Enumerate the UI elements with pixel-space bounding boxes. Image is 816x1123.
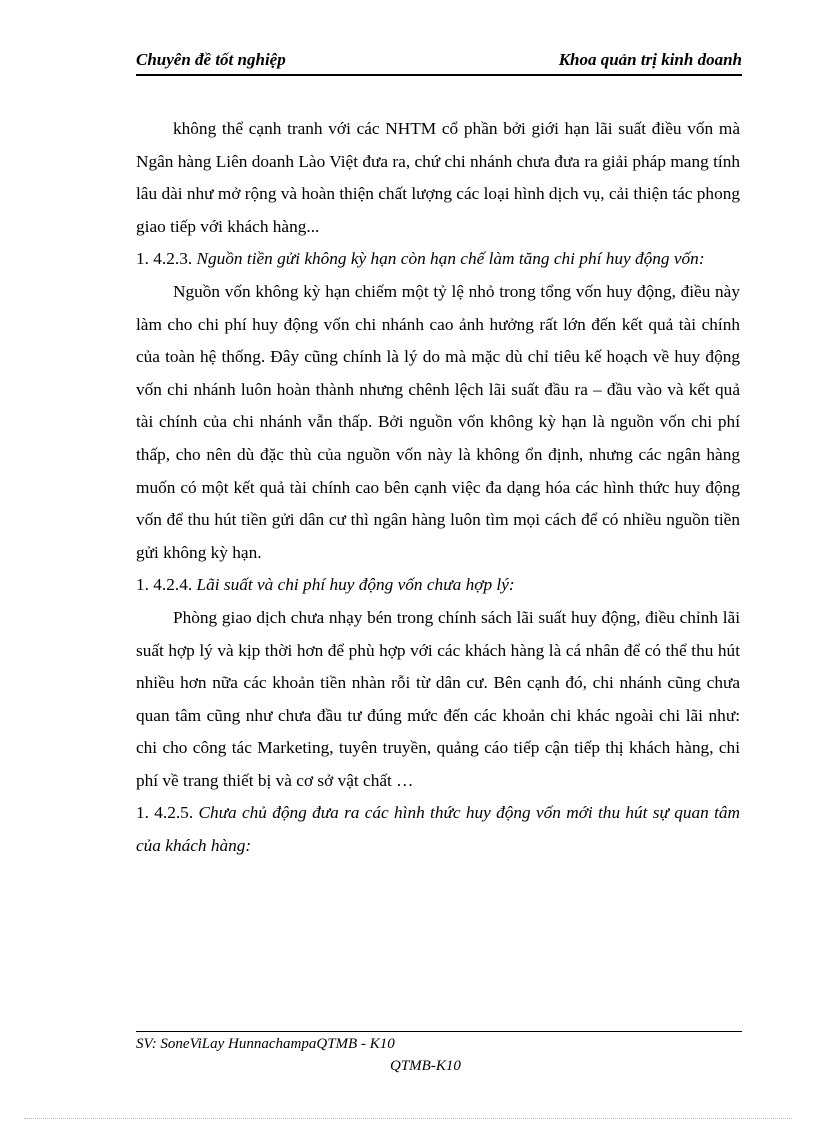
section-title: Lãi suất và chi phí huy động vốn chưa hợp lý: <box>196 575 515 595</box>
document-body <box>136 113 740 863</box>
footer-class-code: QTMB-K10 <box>390 1058 461 1074</box>
footer-divider <box>136 1031 742 1032</box>
header-left-title: Chuyên đề tốt nghiệp <box>136 50 286 69</box>
section-number: 1. 4.2.3. <box>136 249 197 269</box>
footer-student-info: SV: SoneViLay HunnachampaQTMB - K10 <box>136 1036 395 1052</box>
header-right-title: Khoa quản trị kinh doanh <box>558 50 742 69</box>
section-title: Nguồn tiền gửi không kỳ hạn còn hạn chế làm tăng chi phí huy động vốn: <box>196 249 705 269</box>
section-number: 1. 4.2.4. <box>136 575 197 595</box>
section-title: Chưa chủ động đưa ra các hình thức huy động vốn mới thu hút sự quan tâm của khách hàng: <box>136 803 740 856</box>
page-header <box>136 50 742 76</box>
section-heading-4-2-3 <box>136 243 740 276</box>
section-number: 1. 4.2.5. <box>136 803 199 823</box>
page-bottom-border <box>24 1118 792 1119</box>
section-heading-4-2-4 <box>136 569 740 602</box>
section-heading-4-2-5 <box>136 797 740 862</box>
paragraph-3: Phòng giao dịch chưa nhạy bén trong chính sách lãi suất huy động, điều chỉnh lãi suất hợp lý và kịp thời hơn để phù hợp với các khách hàng là cá nhân để có thể thu hút nhiều hơn nữa các khoản tiền nhàn rỗi từ dân cư. Bên cạnh đó, chi nhánh cũng chưa quan tâm cũng như chưa đầu tư đúng mức đến các khoản chi khác ngoài chi lãi như: chi cho công tác Marketing, tuyên truyền, quảng cáo tiếp cận tiếp thị khách hàng, chi phí về trang thiết bị và cơ sở vật chất … <box>136 607 740 790</box>
paragraph-1: không thể cạnh tranh với các NHTM cổ phần bởi giới hạn lãi suất điều vốn mà Ngân hàng Liên doanh Lào Việt đưa ra, chứ chi nhánh chưa đưa ra giải pháp mang tính lâu dài như mở rộng và hoàn thiện chất lượng các loại hình dịch vụ, cải thiện tác phong giao tiếp với khách hàng... <box>136 119 740 236</box>
paragraph-2: Nguồn vốn không kỳ hạn chiếm một tỷ lệ nhỏ trong tổng vốn huy động, điều này làm cho chi phí huy động vốn chi nhánh cao ảnh hưởng rất lớn đến kết quả tài chính của toàn hệ thống. Đây cũng chính là lý do mà mặc dù chỉ tiêu kế hoạch về huy động vốn chi nhánh luôn hoàn thành nhưng chênh lệch lãi suất đầu ra – đầu vào và kết quả tài chính của chi nhánh vẫn thấp. Bởi nguồn vốn không kỳ hạn là nguồn vốn chi phí thấp, cho nên dù đặc thù của nguồn vốn này là không ổn định, nhưng các ngân hàng muốn có một kết quả tài chính cao bên cạnh việc đa dạng hóa các hình thức huy động vốn để thu hút tiền gửi dân cư thì ngân hàng luôn tìm mọi cách để có nhiều nguồn tiền gửi không kỳ hạn. <box>136 281 740 562</box>
